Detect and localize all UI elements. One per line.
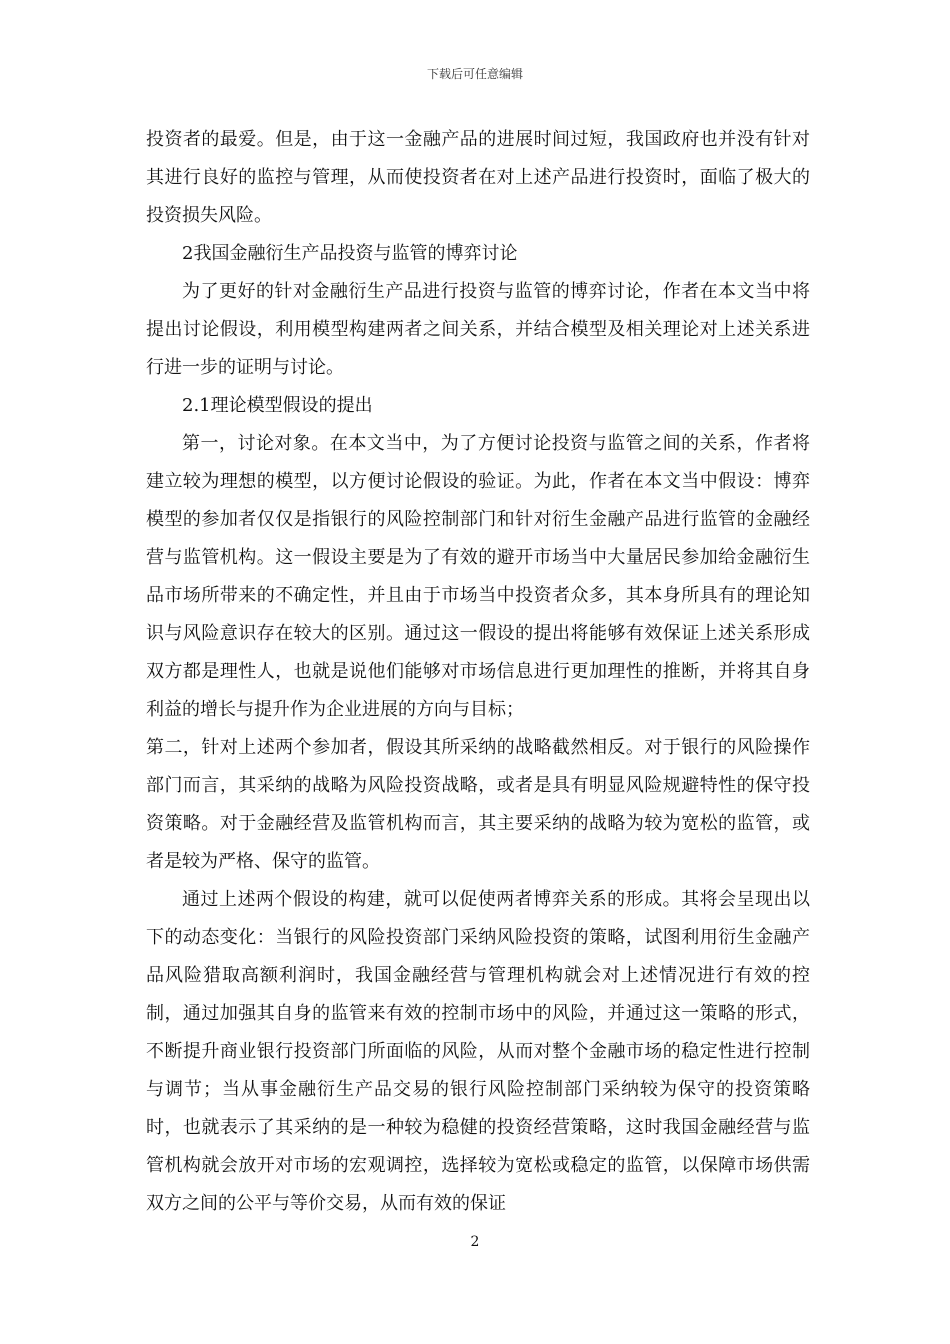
section-heading-2-1: 2.1理论模型假设的提出 <box>182 395 373 416</box>
paragraph-assumption-1: 第一，讨论对象。在本文当中，为了方便讨论投资与监管之间的关系，作者将建立较为理想的模型，以方便讨论假设的验证。为此，作者在本文当中假设：博弈模型的参加者仅仅是指银行的风险控制部门和针对衍生金融产品进行监管的金融经营与监管机构。这一假设主要是为了有效的避开市场当中大量居民参加给金融衍生品市场所带来的不确定性，并且由于市场当中投资者众多，其本身所具有的理论知识与风险意识存在较大的区别。通过这一假设的提出将能够有效保证上述关系形成双方都是理性人，也就是说他们能够对市场信息进行更加理性的推断，并将其自身利益的增长与提升作为企业进展的方向与目标； <box>146 433 810 720</box>
section-heading-2: 2我国金融衍生产品投资与监管的博弈讨论 <box>182 243 518 264</box>
page-header: 下载后可任意编辑 <box>426 67 523 81</box>
paragraph-assumption-2: 第二，针对上述两个参加者，假设其所采纳的战略截然相反。对于银行的风险操作部门而言，其采纳的战略为风险投资战略，或者是具有明显风险规避特性的保守投资策略。对于金融经营及监管机构而言，其主要采纳的战略为较为宽松的监管，或者是较为严格、保守的监管。 <box>146 737 810 872</box>
document-body <box>146 121 810 1223</box>
paragraph-continuation: 投资者的最爱。但是，由于这一金融产品的进展时间过短，我国政府也并没有针对其进行良好的监控与管理，从而使投资者在对上述产品进行投资时，面临了极大的投资损失风险。 <box>146 129 810 226</box>
paragraph-intro: 为了更好的针对金融衍生产品进行投资与监管的博弈讨论，作者在本文当中将提出讨论假设，利用模型构建两者之间关系，并结合模型及相关理论对上述关系进行进一步的证明与讨论。 <box>146 281 810 378</box>
page-number: 2 <box>470 1234 480 1250</box>
paragraph-dynamics: 通过上述两个假设的构建，就可以促使两者博弈关系的形成。其将会呈现出以下的动态变化：当银行的风险投资部门采纳风险投资的策略，试图利用衍生金融产品风险猎取高额利润时，我国金融经营与管理机构就会对上述情况进行有效的控制，通过加强其自身的监管来有效的控制市场中的风险，并通过这一策略的形式，不断提升商业银行投资部门所面临的风险，从而对整个金融市场的稳定性进行控制与调节；当从事金融衍生产品交易的银行风险控制部门采纳较为保守的投资策略时，也就表示了其采纳的是一种较为稳健的投资经营策略，这时我国金融经营与监管机构就会放开对市场的宏观调控，选择较为宽松或稳定的监管，以保障市场供需双方之间的公平与等价交易，从而有效的保证 <box>146 889 810 1214</box>
